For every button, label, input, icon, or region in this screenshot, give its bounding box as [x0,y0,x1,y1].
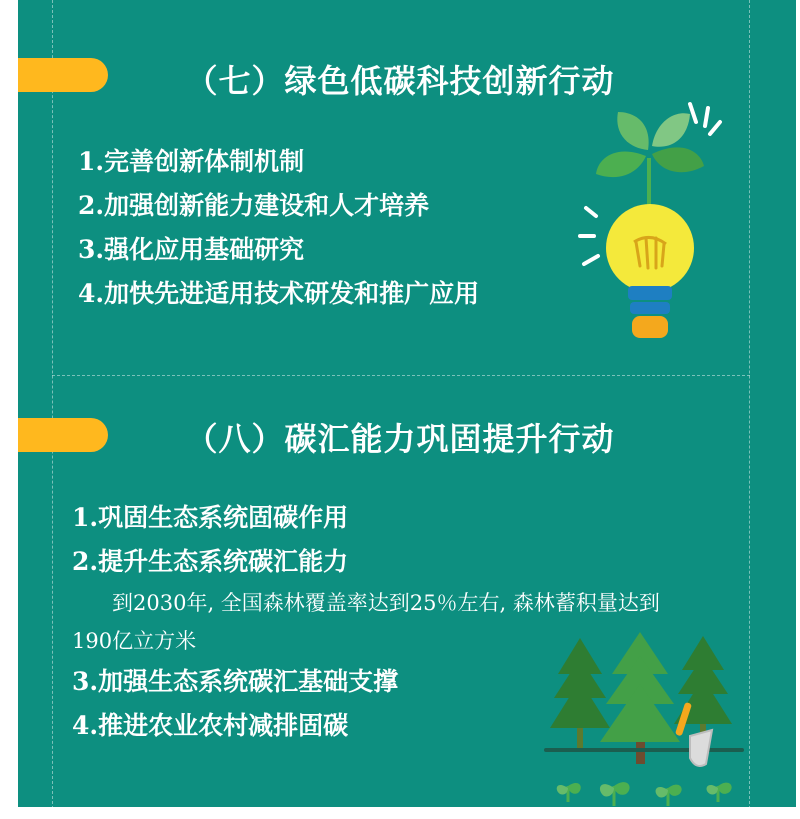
section-title-seven: （七）绿色低碳科技创新行动 [185,62,615,100]
page-bottom-margin [0,807,800,819]
note-line-2: 190亿立方米 [72,629,197,653]
decorative-dashed-line-middle [52,375,750,376]
section-eight-list [72,496,660,748]
list-item: 3.加强生态系统碳汇基础支撑 [72,667,399,696]
list-item: 1.巩固生态系统固碳作用 [72,503,349,532]
section-eight-note [72,584,660,660]
page-right-margin [796,0,800,819]
list-item: 4.加快先进适用技术研发和推广应用 [78,279,480,308]
note-line-1: 到2030年, 全国森林覆盖率达到25％左右, 森林蓄积量达到 [112,591,660,615]
list-item: 4.推进农业农村减排固碳 [72,711,349,740]
list-item: 1.完善创新体制机制 [78,147,305,176]
section-seven-list [78,140,479,316]
list-item: 2.加强创新能力建设和人才培养 [78,191,430,220]
section-title-eight: （八）碳汇能力巩固提升行动 [185,420,615,458]
decorative-dashed-line-left [52,0,53,819]
lightbulb-sprout-icon [560,96,740,346]
list-item: 2.提升生态系统碳汇能力 [72,547,349,576]
list-item: 3.强化应用基础研究 [78,235,305,264]
page-left-margin [0,0,18,819]
